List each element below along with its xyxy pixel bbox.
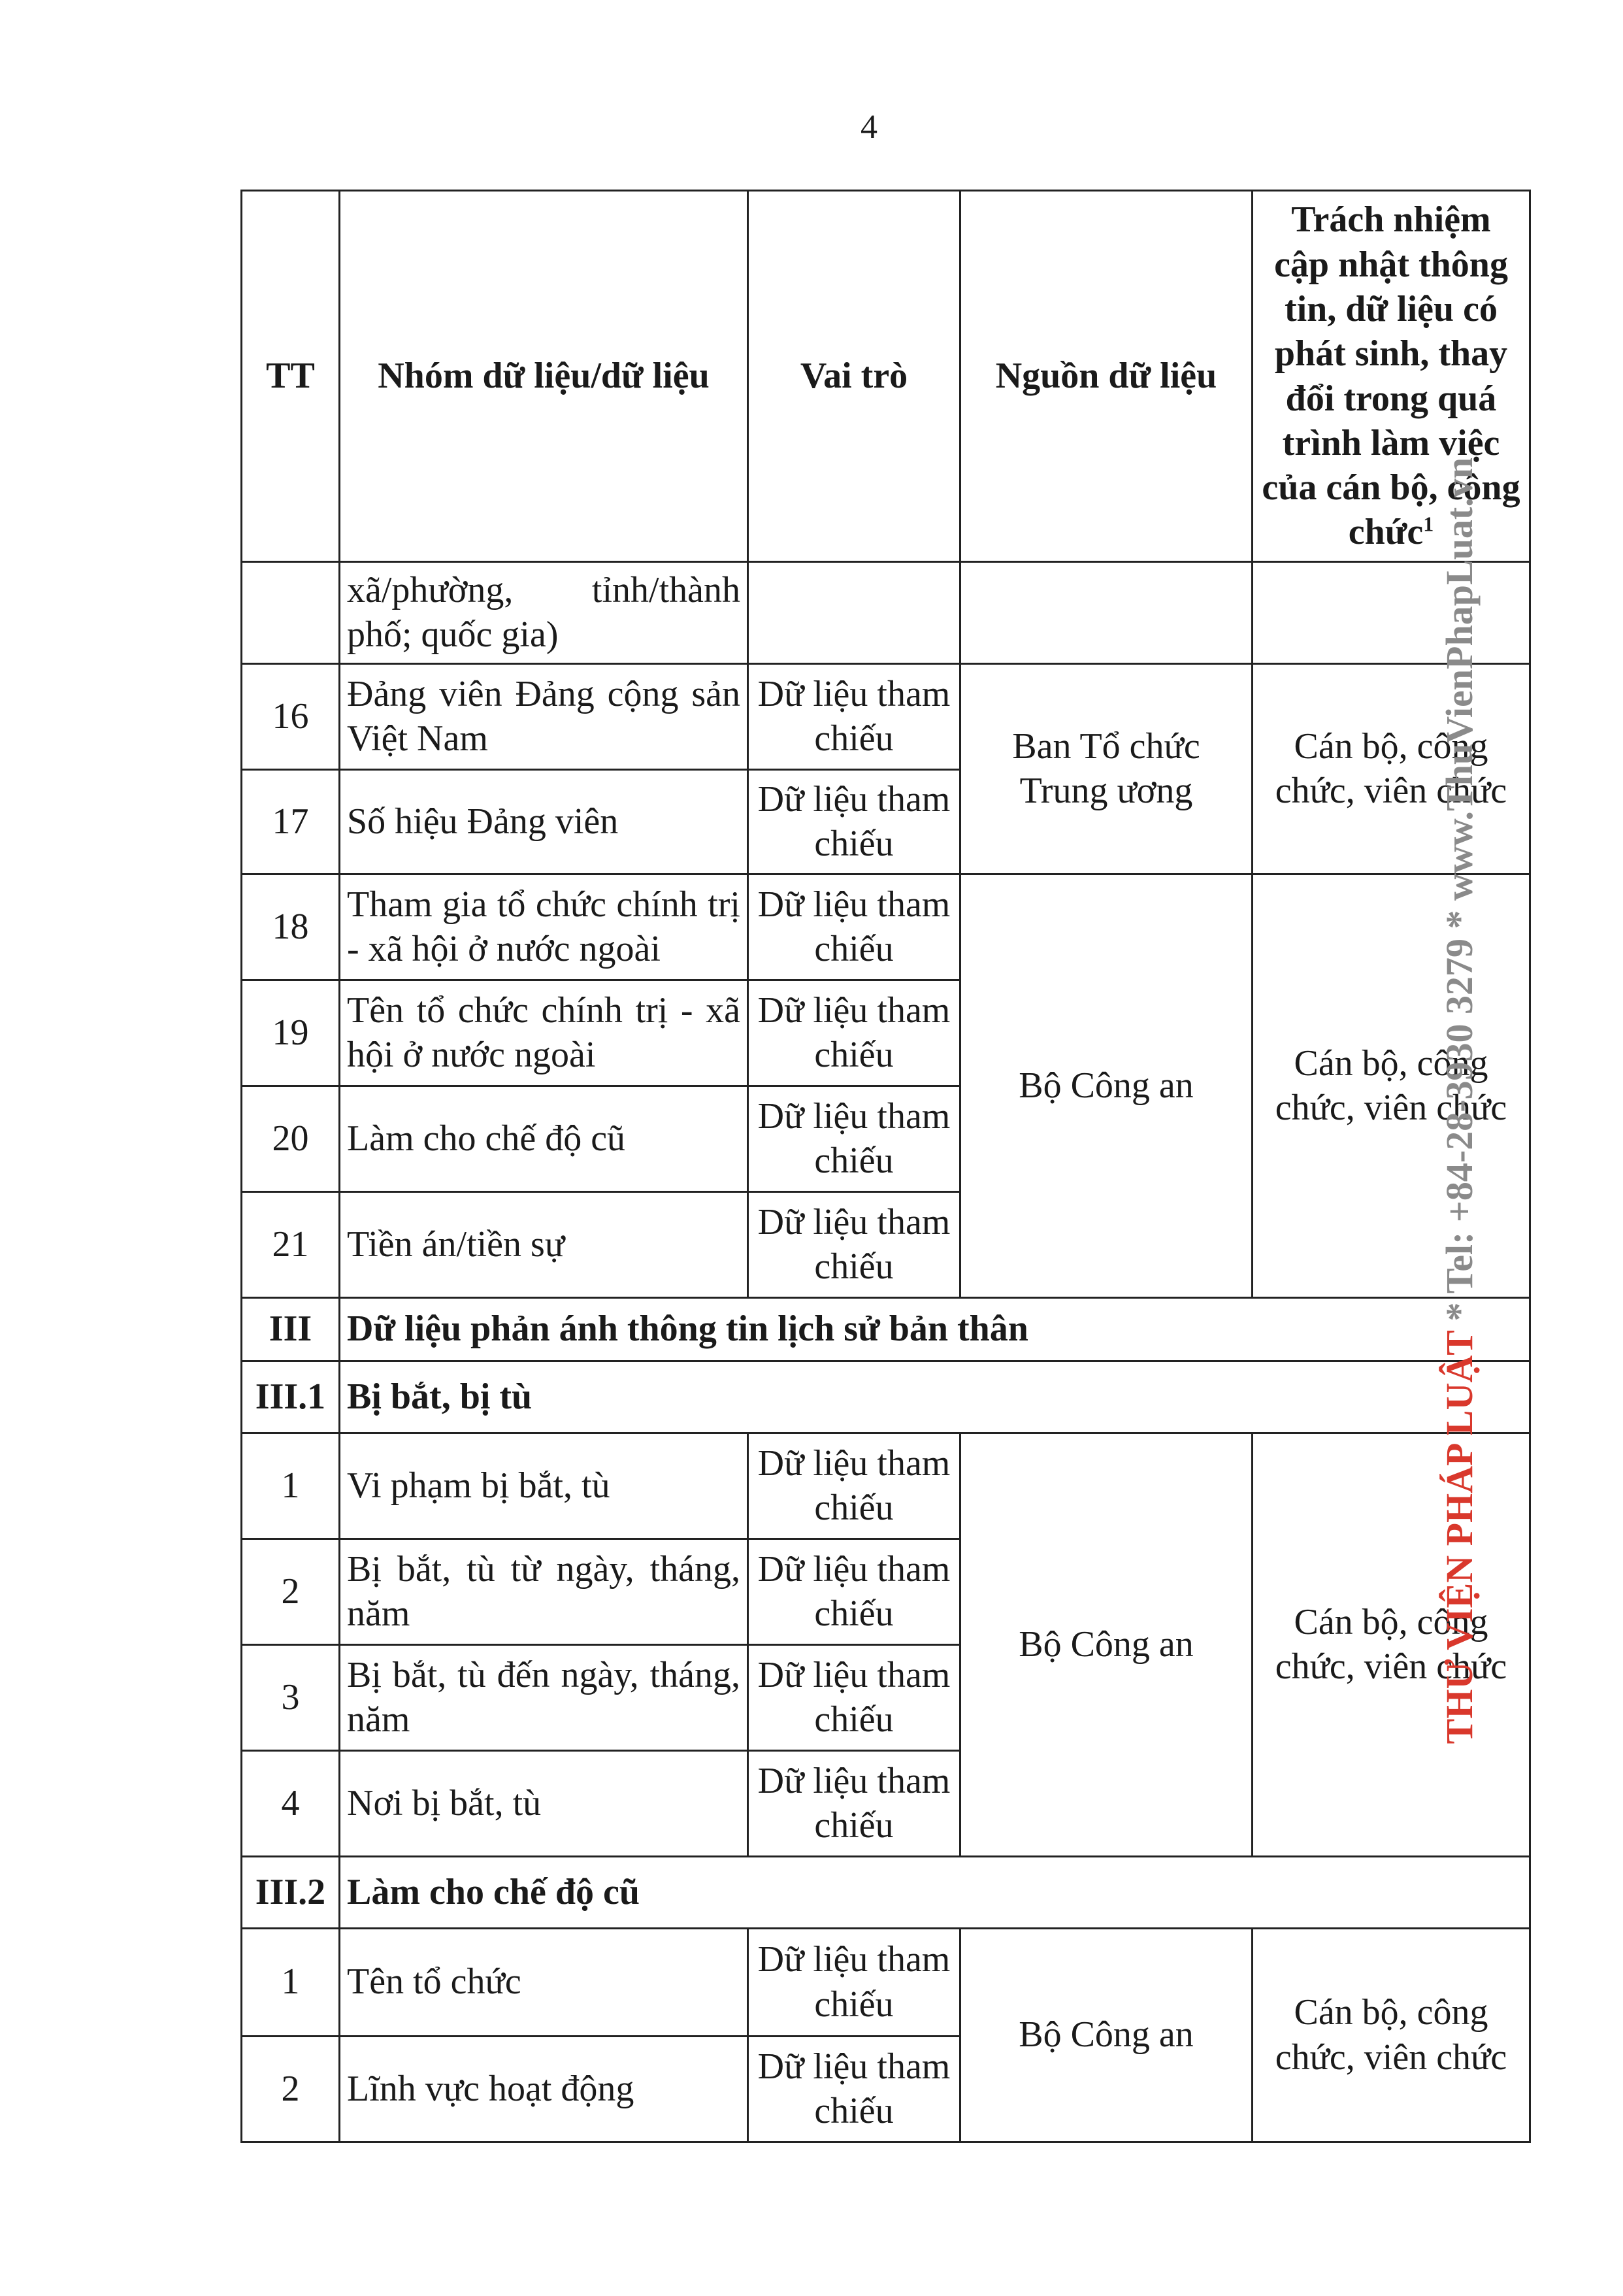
row-name: Tên tổ chức chính trị - xã hội ở nước ngoài xyxy=(340,980,748,1086)
row-name: Tham gia tổ chức chính trị - xã hội ở nước ngoài xyxy=(340,874,748,980)
section-row xyxy=(242,1856,1530,1928)
source-cell: Ban Tổ chức Trung ương xyxy=(960,663,1253,874)
row-name: Bị bắt, tù đến ngày, tháng, năm xyxy=(340,1644,748,1750)
watermark xyxy=(1437,458,1490,1922)
row-tt: 20 xyxy=(242,1086,340,1191)
source-cell: Bộ Công an xyxy=(960,874,1253,1297)
table-row xyxy=(242,1928,1530,2036)
row-name: Làm cho chế độ cũ xyxy=(340,1086,748,1191)
row-role: Dữ liệu tham chiếu xyxy=(748,1750,960,1856)
watermark-contact: * Tel: +84-28-3930 3279 * www.ThuVienPhapLuat.vn xyxy=(1438,458,1481,1331)
section-row xyxy=(242,1297,1530,1361)
section-title: Dữ liệu phản ánh thông tin lịch sử bản thân xyxy=(340,1297,1530,1361)
row-tt: 1 xyxy=(242,1928,340,2036)
section-row xyxy=(242,1361,1530,1433)
row-role: Dữ liệu tham chiếu xyxy=(748,769,960,874)
row-tt: 2 xyxy=(242,1539,340,1644)
responsibility-cell: Cán bộ, công chức, viên chức xyxy=(1253,1928,1530,2142)
row-role: Dữ liệu tham chiếu xyxy=(748,1191,960,1297)
continuation-cell: xã/phường, tỉnh/thành phố; quốc gia) xyxy=(340,562,748,664)
row-role: Dữ liệu tham chiếu xyxy=(748,874,960,980)
row-role: Dữ liệu tham chiếu xyxy=(748,1086,960,1191)
row-tt: 16 xyxy=(242,663,340,769)
row-name: Bị bắt, tù từ ngày, tháng, năm xyxy=(340,1539,748,1644)
responsibility-cell: Cán bộ, công chức, viên chức xyxy=(1253,874,1530,1297)
section-tt: III.1 xyxy=(242,1361,340,1433)
row-tt: 21 xyxy=(242,1191,340,1297)
data-table xyxy=(240,190,1531,2143)
row-tt: 19 xyxy=(242,980,340,1086)
row-role: Dữ liệu tham chiếu xyxy=(748,663,960,769)
row-tt: 18 xyxy=(242,874,340,980)
row-role: Dữ liệu tham chiếu xyxy=(748,1644,960,1750)
row-name: Đảng viên Đảng cộng sản Việt Nam xyxy=(340,663,748,769)
row-role: Dữ liệu tham chiếu xyxy=(748,1539,960,1644)
row-name: Vi phạm bị bắt, tù xyxy=(340,1433,748,1539)
row-tt: 3 xyxy=(242,1644,340,1750)
source-cell: Bộ Công an xyxy=(960,1928,1253,2142)
page-number: 4 xyxy=(861,108,877,146)
row-tt: 2 xyxy=(242,2036,340,2142)
row-tt: 17 xyxy=(242,769,340,874)
header-tt: TT xyxy=(242,191,340,562)
section-title: Bị bắt, bị tù xyxy=(340,1361,1530,1433)
footnote-marker: 1 xyxy=(1423,512,1434,536)
header-responsibility: Trách nhiệm cập nhật thông tin, dữ liệu có phát sinh, thay đổi trong quá trình làm việc của cán bộ, công chức$^1$ xyxy=(1253,191,1530,562)
row-role: Dữ liệu tham chiếu xyxy=(748,980,960,1086)
table-row xyxy=(242,1433,1530,1539)
row-name: Tiền án/tiền sự xyxy=(340,1191,748,1297)
header-source: Nguồn dữ liệu xyxy=(960,191,1253,562)
row-tt: 1 xyxy=(242,1433,340,1539)
row-name: Số hiệu Đảng viên xyxy=(340,769,748,874)
source-cell: Bộ Công an xyxy=(960,1433,1253,1856)
row-role: Dữ liệu tham chiếu xyxy=(748,2036,960,2142)
row-role: Dữ liệu tham chiếu xyxy=(748,1433,960,1539)
section-title: Làm cho chế độ cũ xyxy=(340,1856,1530,1928)
watermark-brand: THƯ VIỆN PHÁP LUẬT xyxy=(1438,1331,1481,1744)
table-row xyxy=(242,874,1530,980)
row-name: Nơi bị bắt, tù xyxy=(340,1750,748,1856)
header-group: Nhóm dữ liệu/dữ liệu xyxy=(340,191,748,562)
row-role: Dữ liệu tham chiếu xyxy=(748,1928,960,2036)
responsibility-cell: Cán bộ, công chức, viên chức xyxy=(1253,663,1530,874)
table-row xyxy=(242,562,1530,664)
row-name: Tên tổ chức xyxy=(340,1928,748,2036)
responsibility-cell: Cán bộ, công chức, viên chức xyxy=(1253,1433,1530,1856)
section-tt: III xyxy=(242,1297,340,1361)
table-row xyxy=(242,663,1530,769)
row-tt: 4 xyxy=(242,1750,340,1856)
header-role: Vai trò xyxy=(748,191,960,562)
section-tt: III.2 xyxy=(242,1856,340,1928)
row-name: Lĩnh vực hoạt động xyxy=(340,2036,748,2142)
table-header-row xyxy=(242,191,1530,562)
